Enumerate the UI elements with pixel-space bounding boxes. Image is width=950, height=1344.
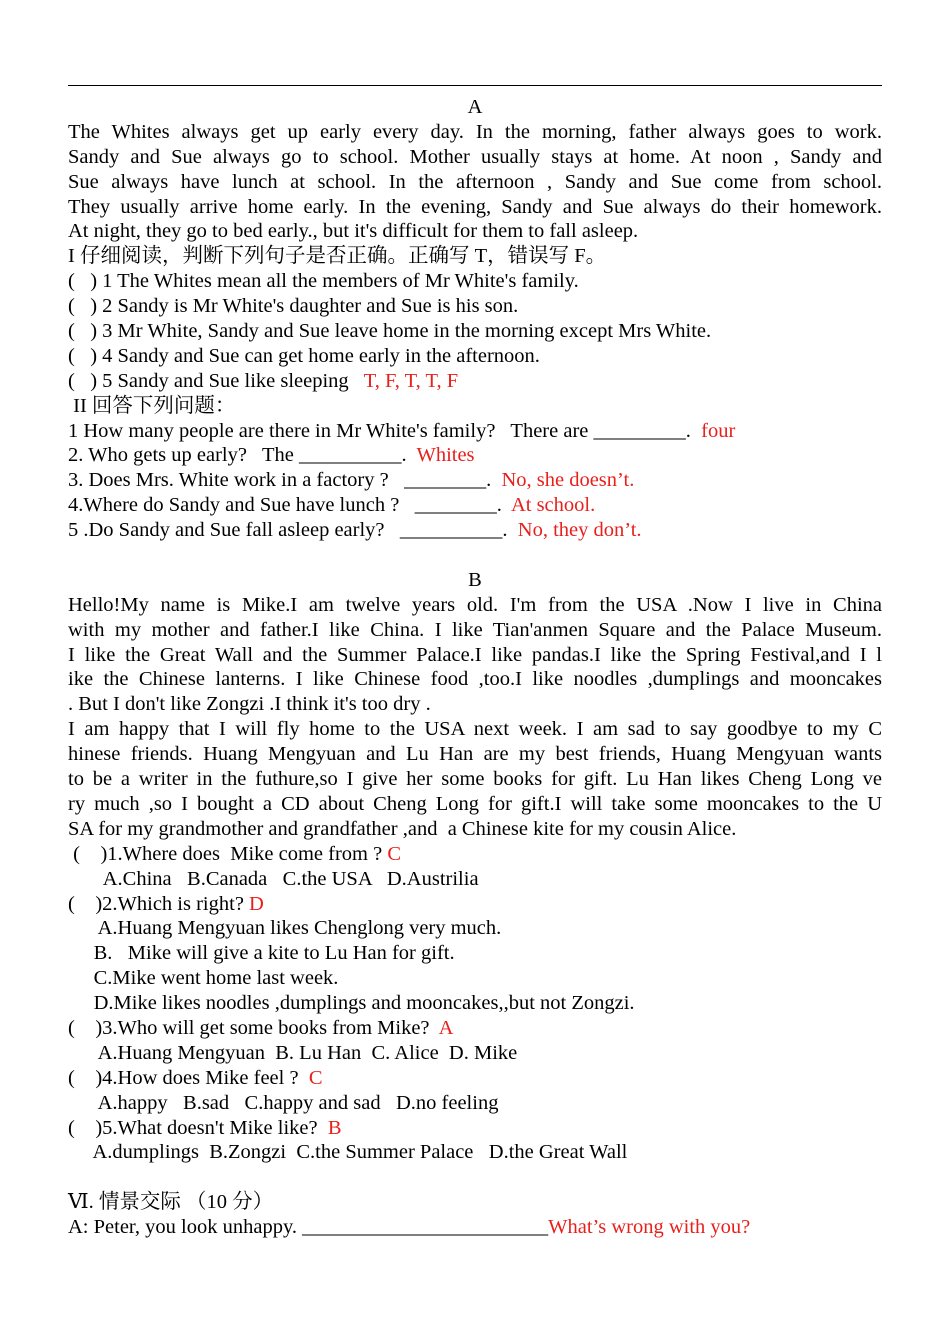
mc-question — [68, 1066, 882, 1091]
mc-question — [68, 892, 882, 917]
part1-instruction: I 仔细阅读，判断下列句子是否正确。正确写 T，错误写 F。 — [68, 245, 607, 268]
top-rule — [68, 85, 882, 86]
passage-b-heading: B — [468, 568, 482, 591]
part2-instruction: II 回答下列问题： — [68, 394, 236, 417]
qa-question: 2. Who gets up early? The __________. — [68, 444, 407, 467]
mc-stem: ( )5.What doesn't Mike like? — [68, 1116, 328, 1139]
passage-b-line: hinese friends. Huang Mengyuan and Lu Han are my best friends, Huang Mengyuan wants — [68, 743, 882, 766]
mc-options: A.happy B.sad C.happy and sad D.no feeling — [68, 1091, 499, 1114]
spacer — [68, 543, 882, 568]
mc-question — [68, 842, 882, 867]
section-vi-heading: Ⅵ. 情景交际 （10 分） — [68, 1191, 274, 1214]
qa-answer: Whites — [416, 444, 475, 467]
passage-b-line: Hello!My name is Mike.I am twelve years old. I'm from the USA .Now I live in China — [68, 593, 882, 616]
qa-answer: No, she doesn’t. — [501, 469, 635, 492]
tf-item: ( ) 3 Mr White, Sandy and Sue leave home in the morning except Mrs White. — [68, 320, 712, 343]
mc-option: D.Mike likes noodles ,dumplings and mooncakes,,but not Zongzi. — [68, 992, 635, 1015]
passage-b-line: . But I don't like Zongzi .I think it's too dry . — [68, 693, 431, 716]
mc-answer: C — [308, 1066, 323, 1089]
tf-answers: T, F, T, T, F — [363, 369, 459, 392]
mc-options: A.China B.Canada C.the USA D.Austrilia — [68, 867, 479, 890]
passage-b-line: SA for my grandmother and grandfather ,and a Chinese kite for my cousin Alice. — [68, 817, 737, 840]
tf-item-text: ( ) 5 Sandy and Sue like sleeping — [68, 369, 349, 392]
dialogue-text: A: Peter, you look unhappy. ________________________ — [68, 1216, 549, 1239]
mc-question — [68, 1116, 882, 1141]
tf-item: ( ) 1 The Whites mean all the members of Mr White's family. — [68, 270, 579, 293]
qa-item — [68, 518, 882, 543]
mc-answer: C — [387, 842, 402, 865]
passage-a-heading: A — [467, 96, 483, 118]
passage-a-line: They usually arrive home early. In the evening, Sandy and Sue always do their homework. — [68, 195, 882, 218]
spacer — [68, 1165, 882, 1190]
worksheet-page — [68, 95, 882, 1240]
mc-options: A.Huang Mengyuan B. Lu Han C. Alice D. Mike — [68, 1041, 518, 1064]
mc-answer: A — [438, 1016, 454, 1039]
mc-option: B. Mike will give a kite to Lu Han for gift. — [68, 942, 455, 965]
mc-option: A.Huang Mengyuan likes Chenglong very much. — [68, 917, 502, 940]
mc-options: A.dumplings B.Zongzi C.the Summer Palace D.the Great Wall — [68, 1141, 628, 1164]
passage-b-line: I am happy that I will fly home to the USA next week. I am sad to say goodbye to my C — [68, 718, 882, 741]
mc-question — [68, 1016, 882, 1041]
qa-answer: At school. — [510, 494, 596, 517]
mc-stem: ( )1.Where does Mike come from ? — [68, 842, 388, 865]
tf-item-last — [68, 369, 882, 394]
passage-b-line: to be a writer in the futhure,so I give her some books for gift. Lu Han likes Cheng Long ve — [68, 768, 882, 791]
tf-item: ( ) 2 Sandy is Mr White's daughter and Sue is his son. — [68, 295, 519, 318]
qa-item — [68, 419, 882, 444]
mc-stem: ( )2.Which is right? — [68, 892, 250, 915]
dialogue-answer: What’s wrong with you? — [548, 1216, 751, 1239]
dialogue-line — [68, 1215, 882, 1240]
qa-question: 5 .Do Sandy and Sue fall asleep early? __________. — [68, 519, 508, 542]
qa-answer: No, they don’t. — [517, 519, 642, 542]
mc-option: C.Mike went home last week. — [68, 967, 339, 990]
qa-item — [68, 468, 882, 493]
tf-item: ( ) 4 Sandy and Sue can get home early in the afternoon. — [68, 344, 540, 367]
qa-question: 1 How many people are there in Mr White's family? There are _________. — [68, 419, 691, 442]
mc-answer: D — [249, 892, 264, 915]
passage-a-line: The Whites always get up early every day. In the morning, father always goes to work. — [68, 120, 882, 143]
qa-item — [68, 493, 882, 518]
passage-a-line: Sue always have lunch at school. In the afternoon , Sandy and Sue come from school. — [68, 170, 882, 193]
mc-stem: ( )4.How does Mike feel ? — [68, 1066, 309, 1089]
mc-stem: ( )3.Who will get some books from Mike? — [68, 1016, 439, 1039]
qa-item — [68, 443, 882, 468]
qa-answer: four — [701, 419, 736, 442]
qa-question: 3. Does Mrs. White work in a factory ? ________. — [68, 469, 492, 492]
passage-a-line: Sandy and Sue always go to school. Mother usually stays at home. At noon , Sandy and — [68, 145, 882, 168]
passage-a-line: At night, they go to bed early., but it's difficult for them to fall asleep. — [68, 220, 639, 243]
passage-b-line: with my mother and father.I like China. I like Tian'anmen Square and the Palace Museum. — [68, 618, 882, 641]
passage-b-line: ike the Chinese lanterns. I like Chinese food ,too.I like noodles ,dumplings and mooncakes — [68, 668, 882, 691]
mc-answer: B — [327, 1116, 342, 1139]
passage-b-line: I like the Great Wall and the Summer Palace.I like pandas.I like the Spring Festival,and I l — [68, 643, 882, 666]
qa-question: 4.Where do Sandy and Sue have lunch ? ________. — [68, 494, 502, 517]
passage-b-line: ry much ,so I bought a CD about Cheng Long for gift.I will take some mooncakes to the U — [68, 792, 882, 815]
